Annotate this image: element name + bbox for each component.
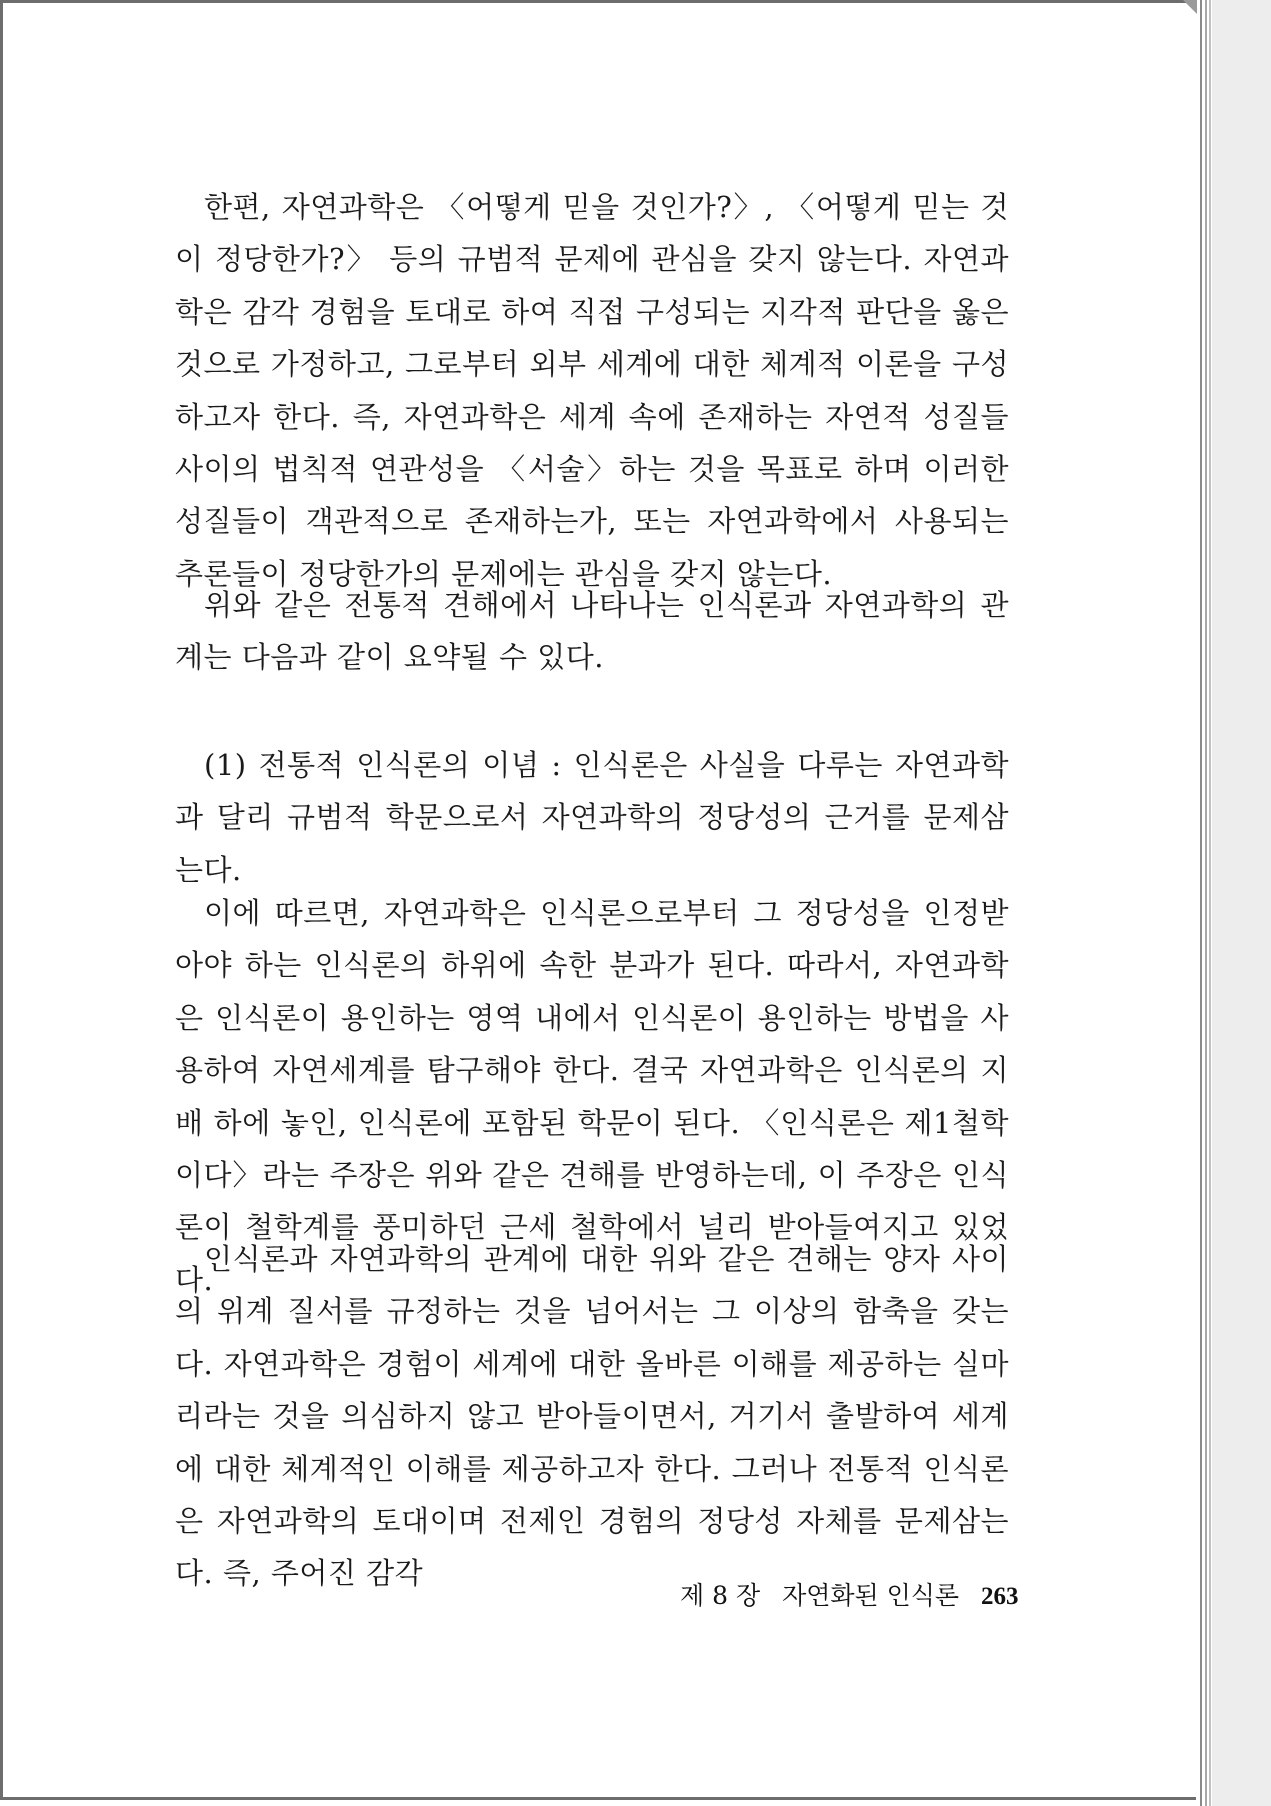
- page-stack-edge: [1207, 0, 1211, 1806]
- running-head-chapter: 제 8 장: [680, 1581, 761, 1610]
- viewer-background: [1212, 0, 1271, 1806]
- page-number: 263: [981, 1583, 1019, 1610]
- body-paragraph-1: 한편, 자연과학은 〈어떻게 믿을 것인가?〉, 〈어떻게 믿는 것이 정당한가?〉 등의 규범적 문제에 관심을 갖지 않는다. 자연과학은 감각 경험을 토대로 하여 직접 구성되는 지각적 판단을 옳은 것으로 가정하고, 그로부터 외부 세계에 대한 체계적 이론을 구성하고자 한다. 즉, 자연과학은 세계 속에 존재하는 자연적 성질들 사이의 법칙적 연관성을 〈서술〉하는 것을 목표로 하며 이러한 성질들이 객관적으로 존재하는가, 또는 자연과학에서 사용되는 추론들이 정당한가의 문제에는 관심을 갖지 않는다.: [175, 190, 1009, 591]
- running-head-title: 자연화된 인식론: [782, 1581, 960, 1610]
- body-paragraph-4: 인식론과 자연과학의 관계에 대한 위와 같은 견해는 양자 사이의 위계 질서를 규정하는 것을 넘어서는 그 이상의 함축을 갖는다. 자연과학은 경험이 세계에 대한 올바른 이해를 제공하는 실마리라는 것을 의심하지 않고 받아들이면서, 거기서 출발하여 세계에 대한 체계적인 이해를 제공하고자 한다. 그러나 전통적 인식론은 자연과학의 토대이며 전제인 경험의 정당성 자체를 문제삼는다. 즉, 주어진 감각: [175, 1242, 1009, 1591]
- body-paragraph-3: 이에 따르면, 자연과학은 인식론으로부터 그 정당성을 인정받아야 하는 인식론의 하위에 속한 분과가 된다. 따라서, 자연과학은 인식론이 용인하는 영역 내에서 인식론이 용인하는 방법을 사용하여 자연세계를 탐구해야 한다. 결국 자연과학은 인식론의 지배 하에 놓인, 인식론에 포함된 학문이 된다. 〈인식론은 제1철학이다〉라는 주장은 위와 같은 견해를 반영하는데, 이 주장은 인식론이 철학계를 풍미하던 근세 철학에서 널리 받아들여지고 있었다.: [175, 896, 1009, 1297]
- numbered-statement-1: (1) 전통적 인식론의 이념 : 인식론은 사실을 다루는 자연과학과 달리 규범적 학문으로서 자연과학의 정당성의 근거를 문제삼는다.: [175, 748, 1009, 887]
- page-corner-fold: [1183, 0, 1197, 14]
- body-paragraph-2: 위와 같은 전통적 견해에서 나타나는 인식론과 자연과학의 관계는 다음과 같이 요약될 수 있다.: [175, 588, 1009, 675]
- page-footer: [680, 1581, 1019, 1612]
